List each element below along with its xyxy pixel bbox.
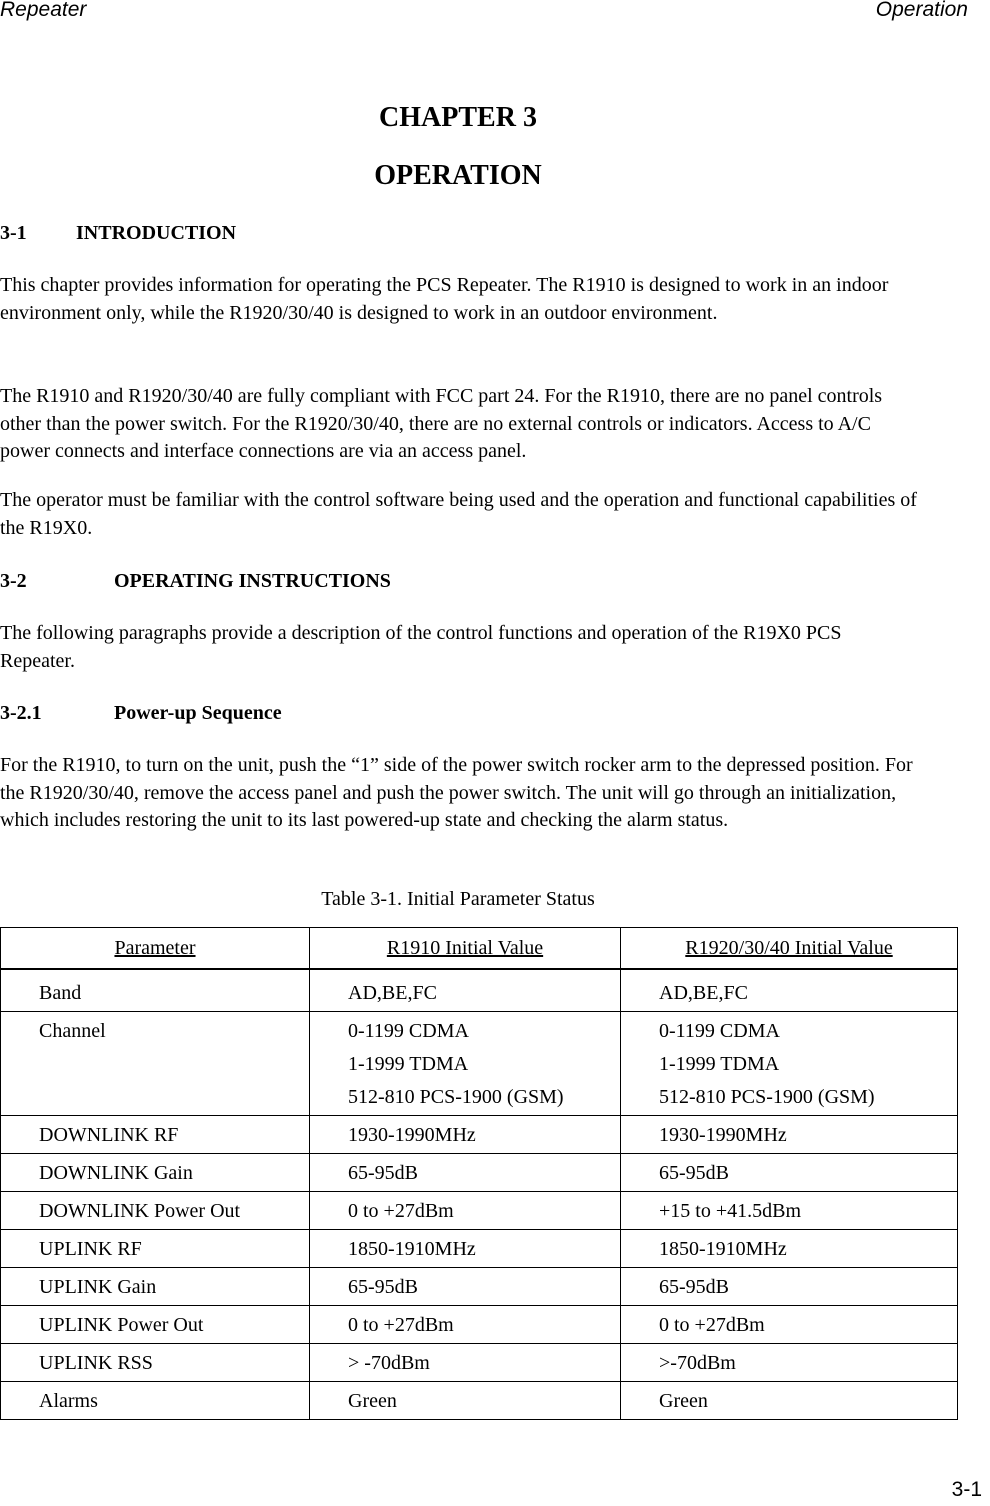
- cell-value-line: 512-810 PCS-1900 (GSM): [348, 1086, 564, 1108]
- parameter-cell: Alarms: [1, 1382, 310, 1420]
- r1910-value-cell: [310, 969, 621, 1012]
- section-heading-3-1: [0, 222, 236, 245]
- table-row: [1, 1116, 958, 1154]
- paragraph-power-up: For the R1910, to turn on the unit, push the “1” side of the power switch rocker arm to the depressed position. For the R1920/30/40, remove the access panel and push the power switch. The unit will go through an initialization, which includes restoring the unit to its last powered-up state and checking the alarm status.: [0, 754, 913, 831]
- r1920-value-cell: [621, 1012, 958, 1116]
- table-row: [1, 1230, 958, 1268]
- cell-value-line: 65-95dB: [659, 1276, 729, 1298]
- cell-value-line: 1850-1910MHz: [348, 1238, 476, 1260]
- column-header-parameter: Parameter: [1, 928, 310, 970]
- table-row: [1, 1154, 958, 1192]
- section-title: INTRODUCTION: [76, 222, 237, 244]
- section-number: 3-2.1: [0, 702, 42, 724]
- section-heading-3-2: [0, 570, 391, 593]
- section-title: OPERATING INSTRUCTIONS: [114, 570, 391, 592]
- r1920-value-cell: [621, 1154, 958, 1192]
- parameter-cell: Channel: [1, 1012, 310, 1116]
- r1920-value-cell: [621, 1306, 958, 1344]
- table-row: [1, 1192, 958, 1230]
- cell-value-line: AD,BE,FC: [659, 982, 748, 1004]
- parameter-cell: DOWNLINK Gain: [1, 1154, 310, 1192]
- r1910-value-cell: [310, 1230, 621, 1268]
- cell-value-line: 0-1199 CDMA: [348, 1020, 469, 1042]
- r1920-value-cell: [621, 1268, 958, 1306]
- r1910-value-cell: [310, 1154, 621, 1192]
- column-header-r1910: R1910 Initial Value: [310, 928, 621, 970]
- cell-value-line: 65-95dB: [348, 1276, 418, 1298]
- r1910-value-cell: [310, 1116, 621, 1154]
- r1920-value-cell: [621, 1230, 958, 1268]
- r1910-value-cell: [310, 1382, 621, 1420]
- cell-value-line: 65-95dB: [659, 1162, 729, 1184]
- r1910-value-cell: [310, 1268, 621, 1306]
- cell-value-line: 0-1199 CDMA: [659, 1020, 780, 1042]
- column-header-r1920: R1920/30/40 Initial Value: [621, 928, 958, 970]
- table-caption: Table 3-1. Initial Parameter Status: [321, 888, 595, 910]
- cell-value-line: > -70dBm: [348, 1352, 430, 1374]
- initial-parameter-status-table: [0, 927, 958, 1420]
- cell-value-line: 1850-1910MHz: [659, 1238, 787, 1260]
- r1920-value-cell: [621, 1382, 958, 1420]
- r1910-value-cell: [310, 1012, 621, 1116]
- parameter-cell: UPLINK RSS: [1, 1344, 310, 1382]
- cell-value-line: 1-1999 TDMA: [348, 1053, 469, 1075]
- parameter-cell: DOWNLINK Power Out: [1, 1192, 310, 1230]
- paragraph-compliance: The R1910 and R1920/30/40 are fully compliant with FCC part 24. For the R1910, there are no panel controls other than the power switch. For the R1920/30/40, there are no external controls or indicators. Access to A/C power connects and interface connections are via an access panel.: [0, 385, 883, 462]
- chapter-number: CHAPTER 3: [379, 102, 537, 133]
- running-header-left: Repeater: [0, 0, 87, 21]
- r1910-value-cell: [310, 1344, 621, 1382]
- parameter-cell: UPLINK RF: [1, 1230, 310, 1268]
- cell-value-line: 0 to +27dBm: [659, 1314, 765, 1336]
- section-heading-3-2-1: [0, 702, 282, 725]
- table-row: [1, 1012, 958, 1116]
- parameter-cell: UPLINK Power Out: [1, 1306, 310, 1344]
- section-title: Power-up Sequence: [114, 702, 282, 724]
- cell-value-line: 65-95dB: [348, 1162, 418, 1184]
- cell-value-line: Green: [348, 1390, 397, 1412]
- cell-value-line: AD,BE,FC: [348, 982, 437, 1004]
- page-number: 3-1: [951, 1478, 982, 1501]
- table-row: [1, 1382, 958, 1420]
- cell-value-line: 0 to +27dBm: [348, 1314, 454, 1336]
- cell-value-line: +15 to +41.5dBm: [659, 1200, 802, 1222]
- cell-value-line: 0 to +27dBm: [348, 1200, 454, 1222]
- cell-value-line: Green: [659, 1390, 708, 1412]
- r1920-value-cell: [621, 1344, 958, 1382]
- chapter-title: OPERATION: [374, 160, 542, 191]
- cell-value-line: 1-1999 TDMA: [659, 1053, 780, 1075]
- paragraph-introduction: This chapter provides information for operating the PCS Repeater. The R1910 is designed to work in an indoor environment only, while the R1920/30/40 is designed to work in an outdoor environment.: [0, 274, 889, 324]
- table-header-row: [1, 928, 958, 970]
- paragraph-instructions: The following paragraphs provide a description of the control functions and operation of the R19X0 PCS Repeater.: [0, 622, 842, 672]
- table-row: [1, 969, 958, 1012]
- cell-value-line: 1930-1990MHz: [659, 1124, 787, 1146]
- cell-value-line: 1930-1990MHz: [348, 1124, 476, 1146]
- cell-value-line: 512-810 PCS-1900 (GSM): [659, 1086, 875, 1108]
- r1920-value-cell: [621, 969, 958, 1012]
- parameter-cell: Band: [1, 969, 310, 1012]
- r1920-value-cell: [621, 1192, 958, 1230]
- table-row: [1, 1268, 958, 1306]
- parameter-cell: DOWNLINK RF: [1, 1116, 310, 1154]
- running-header-right: Operation: [875, 0, 968, 21]
- table-row: [1, 1344, 958, 1382]
- r1920-value-cell: [621, 1116, 958, 1154]
- section-number: 3-2: [0, 570, 27, 592]
- table-row: [1, 1306, 958, 1344]
- r1910-value-cell: [310, 1306, 621, 1344]
- paragraph-operator: The operator must be familiar with the control software being used and the operation and functional capabilities of the R19X0.: [0, 489, 917, 539]
- cell-value-line: >-70dBm: [659, 1352, 736, 1374]
- r1910-value-cell: [310, 1192, 621, 1230]
- section-number: 3-1: [0, 222, 27, 244]
- parameter-cell: UPLINK Gain: [1, 1268, 310, 1306]
